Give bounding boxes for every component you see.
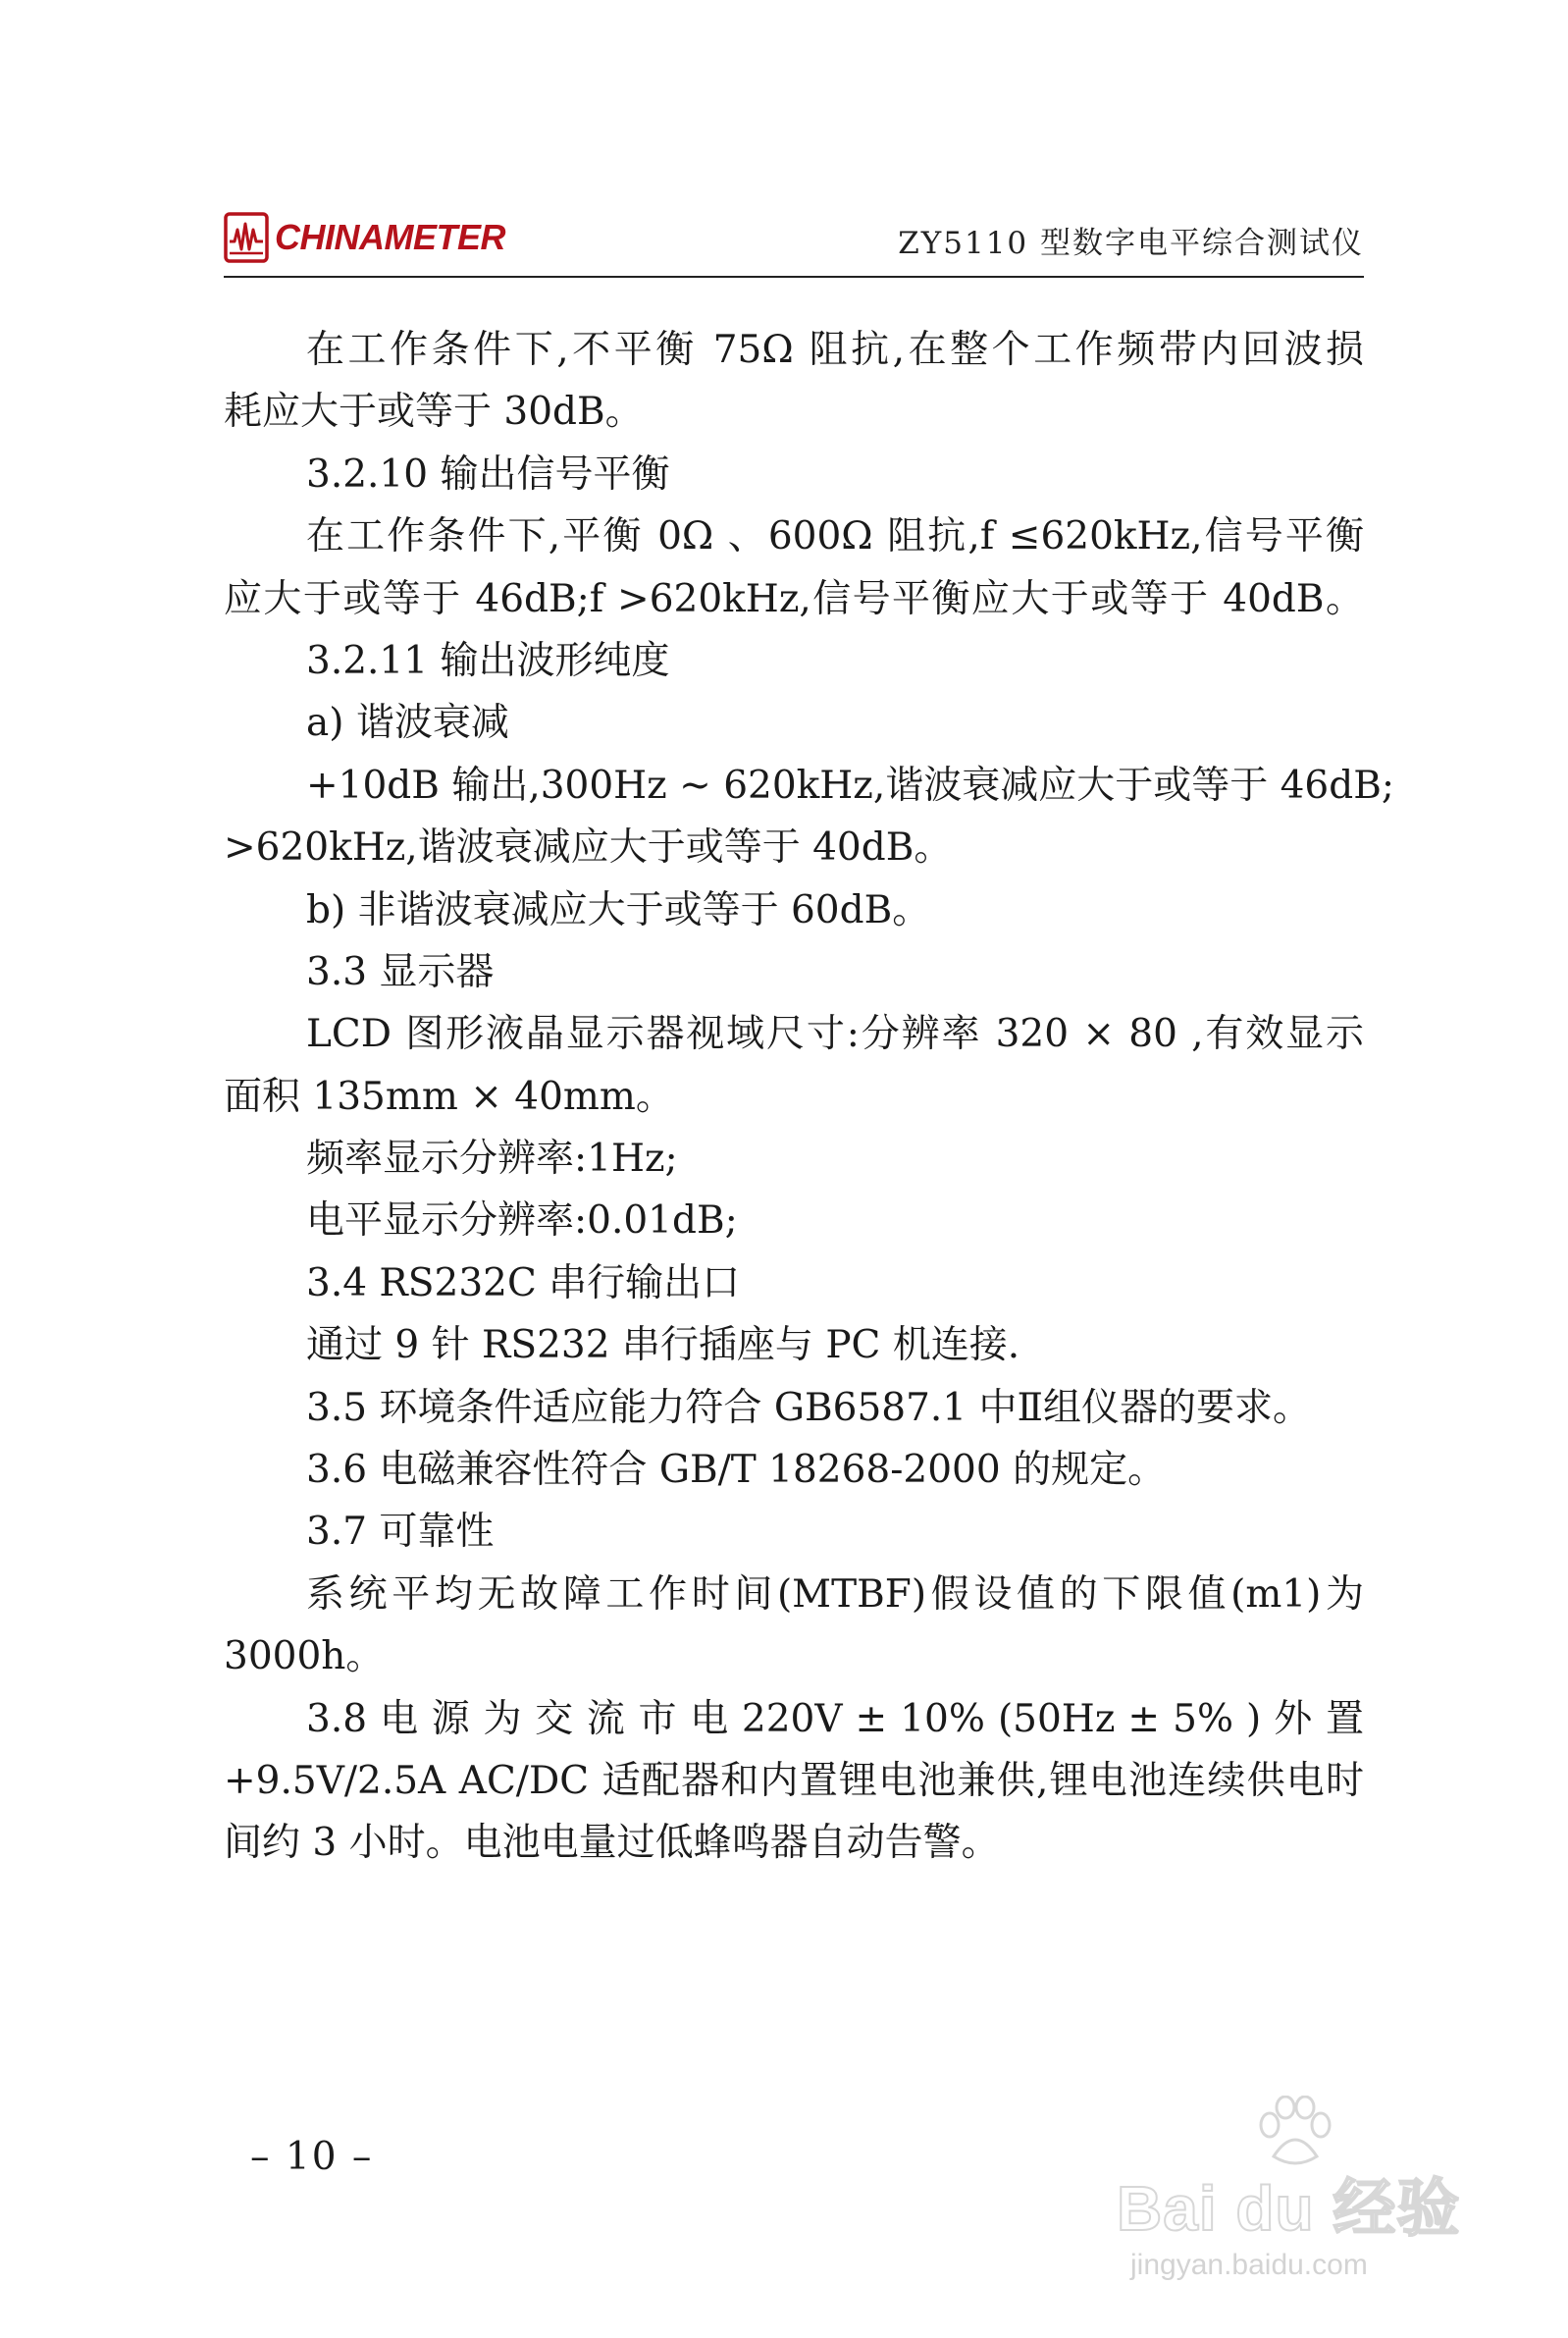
section-heading: 3.6 电磁兼容性符合 GB/T 18268-2000 的规定。 bbox=[306, 1448, 1167, 1493]
logo-text: CHINAMETER bbox=[275, 217, 505, 257]
section-heading: 3.4 RS232C 串行输出口 bbox=[306, 1260, 741, 1305]
text-line: +9.5V/2.5A AC/DC 适配器和内置锂电池兼供,锂电池连续供电时 bbox=[224, 1758, 1364, 1803]
section-heading: 3.8 电 源 为 交 流 市 电 220V ± 10% (50Hz ± 5% ) 外 置 bbox=[306, 1696, 1364, 1741]
section-heading: 3.3 显示器 bbox=[306, 949, 495, 994]
watermark-url: jingyan.baidu.com bbox=[1130, 2249, 1368, 2281]
text-line: LCD 图形液晶显示器视域尺寸:分辨率 320 × 80 ,有效显示 bbox=[306, 1012, 1364, 1057]
text-line: 通过 9 针 RS232 串行插座与 PC 机连接. bbox=[306, 1323, 1020, 1368]
text-line: +10dB 输出,300Hz ~ 620kHz,谐波衰减应大于或等于 46dB; bbox=[306, 763, 1395, 808]
text-line: 电平显示分辨率:0.01dB; bbox=[306, 1198, 738, 1244]
text-line: 间约 3 小时。电池电量过低蜂鸣器自动告警。 bbox=[224, 1821, 1000, 1866]
text-line: 在工作条件下,平衡 0Ω 、600Ω 阻抗,f ≤620kHz,信号平衡 bbox=[306, 514, 1364, 559]
section-heading: 3.7 可靠性 bbox=[306, 1510, 495, 1555]
page-header bbox=[224, 206, 1364, 269]
text-line: 系统平均无故障工作时间(MTBF)假设值的下限值(m1)为 bbox=[306, 1571, 1364, 1617]
section-heading: 3.2.10 输出信号平衡 bbox=[306, 452, 670, 497]
header-rule bbox=[224, 276, 1364, 278]
text-line: 面积 135mm × 40mm。 bbox=[224, 1074, 674, 1119]
page-number: – 10 – bbox=[250, 2135, 374, 2179]
document-title: ZY5110 型数字电平综合测试仪 bbox=[898, 226, 1364, 261]
section-heading: 3.5 环境条件适应能力符合 GB6587.1 中Ⅱ组仪器的要求。 bbox=[306, 1385, 1311, 1430]
text-line: 频率显示分辨率:1Hz; bbox=[306, 1137, 678, 1182]
list-item: b) 非谐波衰减应大于或等于 60dB。 bbox=[306, 887, 931, 932]
list-item: a) 谐波衰减 bbox=[306, 701, 509, 746]
section-heading: 3.2.11 输出波形纯度 bbox=[306, 638, 670, 683]
watermark-brand: Bai du 经验 bbox=[1117, 2173, 1461, 2244]
chinameter-logo bbox=[224, 206, 505, 269]
text-line: 3000h。 bbox=[224, 1634, 385, 1679]
text-line: 在工作条件下,不平衡 75Ω 阻抗,在整个工作频带内回波损 bbox=[306, 328, 1364, 372]
baidu-jingyan-watermark bbox=[1117, 2096, 1470, 2302]
body-text bbox=[224, 319, 1395, 1875]
chinameter-logo-icon bbox=[224, 212, 269, 263]
text-line: 耗应大于或等于 30dB。 bbox=[224, 390, 644, 435]
text-line: >620kHz,谐波衰减应大于或等于 40dB。 bbox=[224, 825, 953, 871]
text-line: 应大于或等于 46dB;f >620kHz,信号平衡应大于或等于 40dB。 bbox=[224, 576, 1364, 621]
